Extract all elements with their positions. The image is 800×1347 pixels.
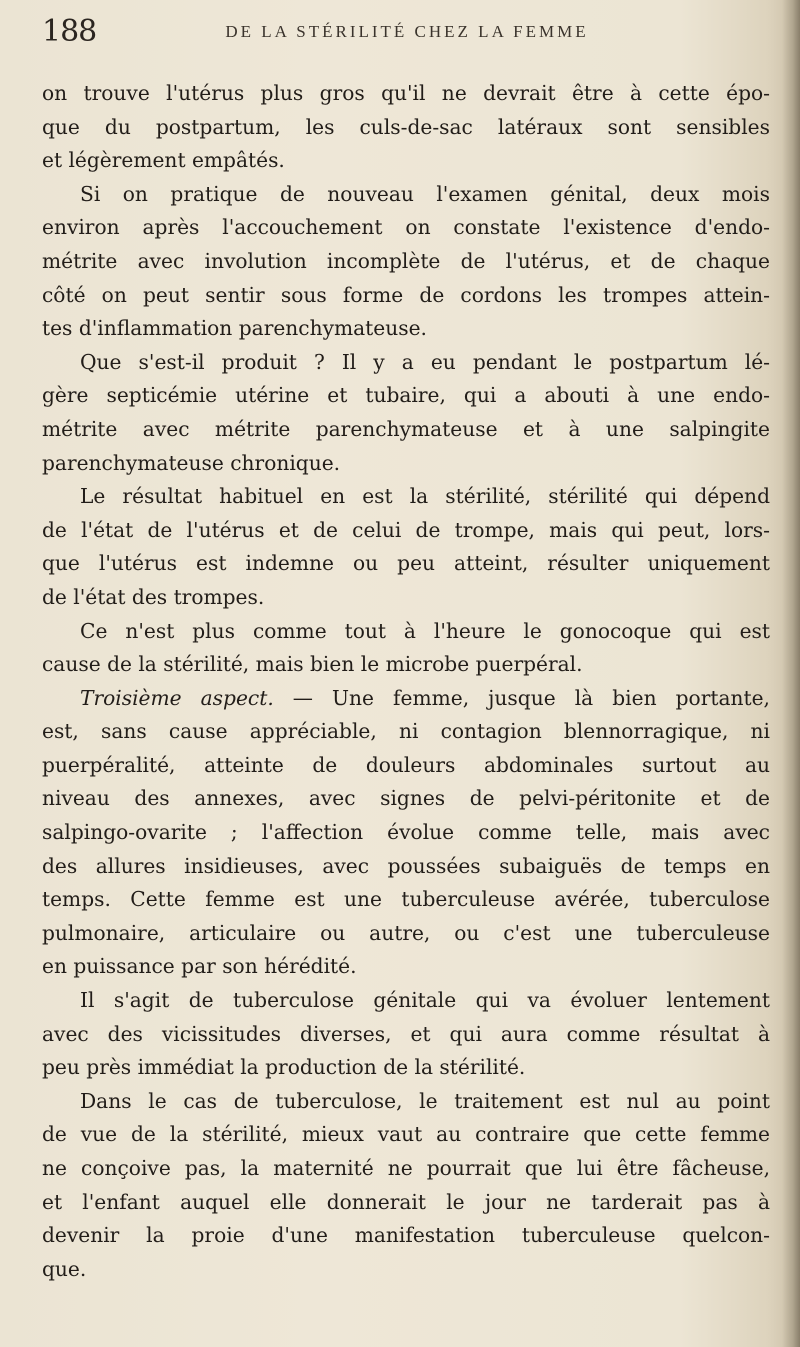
- text-line: que du postpartum, les culs-de-sac latéraux sont sensibles: [42, 114, 770, 139]
- text-line: Il s'agit de tuberculose génitale qui va évoluer lentement: [80, 988, 770, 1013]
- text-line: ne conçoive pas, la maternité ne pourrait que lui être fâcheuse,: [42, 1156, 770, 1180]
- text-line: des allures insidieuses, avec poussées subaiguës de temps en: [42, 853, 770, 878]
- page-number: 188: [42, 14, 97, 49]
- text-line: côté on peut sentir sous forme de cordons les trompes attein-: [42, 282, 770, 307]
- text-line: Si on pratique de nouveau l'examen génital, deux mois: [80, 181, 770, 206]
- text-line: niveau des annexes, avec signes de pelvi-péritonite et de: [42, 786, 770, 811]
- text-line: et l'enfant auquel elle donnerait le jour ne tarderait pas à: [42, 1189, 770, 1214]
- page-header: [42, 14, 772, 62]
- text-line: salpingo-ovarite ; l'affection évolue comme telle, mais avec: [42, 820, 770, 845]
- text-line: puerpéralité, atteinte de douleurs abdominales surtout au: [42, 752, 770, 777]
- text-line: et légèrement empâtés.: [42, 148, 285, 173]
- text-line: temps. Cette femme est une tuberculeuse avérée, tuberculose: [42, 887, 770, 912]
- text-line: devenir la proie d'une manifestation tuberculeuse quelcon-: [42, 1223, 770, 1248]
- text-line: que.: [42, 1256, 87, 1281]
- text-line: avec des vicissitudes diverses, et qui aura comme résultat à: [42, 1021, 770, 1046]
- text-line: Ce n'est plus comme tout à l'heure le gonocoque qui est: [80, 618, 770, 643]
- text-line: métrite avec involution incomplète de l'utérus, et de chaque: [42, 248, 770, 273]
- text-line: peu près immédiat la production de la stérilité.: [42, 1055, 526, 1080]
- text-line: de l'état de l'utérus et de celui de trompe, mais qui peut, lors-: [42, 517, 770, 542]
- body-text: [42, 77, 770, 1286]
- running-head: DE LA STÉRILITÉ CHEZ LA FEMME: [225, 22, 589, 41]
- text-line: tes d'inflammation parenchymateuse.: [42, 316, 427, 341]
- text-line: cause de la stérilité, mais bien le microbe puerpéral.: [42, 652, 583, 677]
- text-line: que l'utérus est indemne ou peu atteint, résulter uniquement: [42, 551, 770, 576]
- text-line: gère septicémie utérine et tubaire, qui a abouti à une endo-: [42, 383, 770, 408]
- text-line: de vue de la stérilité, mieux vaut au contraire que cette femme: [42, 1122, 770, 1147]
- text-line: de l'état des trompes.: [42, 584, 265, 609]
- text-line: Que s'est-il produit ? Il y a eu pendant le postpartum lé-: [80, 349, 770, 374]
- text-line: pulmonaire, articulaire ou autre, ou c'est une tuberculeuse: [42, 920, 770, 945]
- text-line: environ après l'accouchement on constate l'existence d'endo-: [42, 215, 770, 240]
- text-line: on trouve l'utérus plus gros qu'il ne devrait être à cette épo-: [42, 81, 770, 105]
- text-line: Le résultat habituel en est la stérilité, stérilité qui dépend: [80, 484, 770, 509]
- text-line: est, sans cause appréciable, ni contagion blennorragique, ni: [42, 719, 770, 744]
- text-line: Dans le cas de tuberculose, le traitement est nul au point: [80, 1088, 770, 1113]
- text-line: Troisième aspect. — Une femme, jusque là bien portante,: [80, 685, 770, 710]
- page-edge-shadow: [782, 0, 800, 1347]
- section-heading-italic: Troisième aspect.: [80, 685, 274, 710]
- text-line: parenchymateuse chronique.: [42, 450, 341, 475]
- text-line: en puissance par son hérédité.: [42, 954, 357, 979]
- text-line: métrite avec métrite parenchymateuse et à une salpingite: [42, 416, 770, 441]
